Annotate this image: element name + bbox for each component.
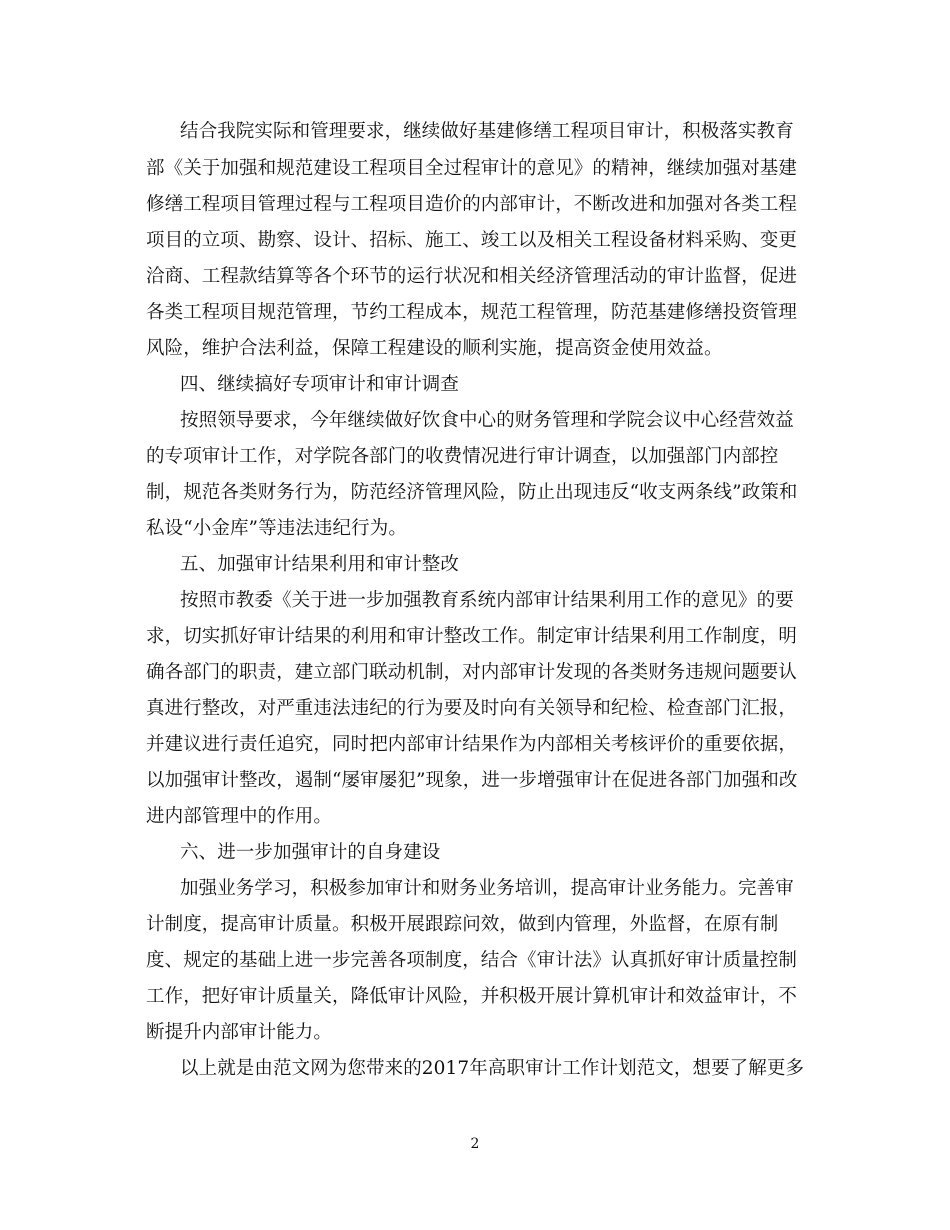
section-heading: 六、进一步加强审计的自身建设 [180, 842, 441, 863]
paragraph-line: 进内部管理中的作用。 [146, 806, 333, 827]
section-heading: 五、加强审计结果利用和审计整改 [180, 554, 460, 575]
paragraph-line: 按照领导要求，今年继续做好饮食中心的财务管理和学院会议中心经营效益 [180, 410, 794, 431]
section-heading: 四、继续搞好专项审计和审计调查 [180, 374, 460, 395]
paragraph-line: 断提升内部审计能力。 [146, 1022, 333, 1043]
paragraph-line: 部《关于加强和规范建设工程项目全过程审计的意见》的精神，继续加强对基建 [146, 158, 798, 179]
paragraph-line: 私设“小金库”等违法违纪行为。 [146, 518, 407, 539]
paragraph-line: 求，切实抓好审计结果的利用和审计整改工作。制定审计结果利用工作制度，明 [146, 626, 798, 647]
paragraph-line: 风险，维护合法利益，保障工程建设的顺利实施，提高资金使用效益。 [146, 338, 723, 359]
paragraph-line: 按照市教委《关于进一步加强教育系统内部审计结果利用工作的意见》的要 [180, 590, 794, 611]
paragraph-line: 各类工程项目规范管理，节约工程成本，规范工程管理，防范基建修缮投资管理 [146, 302, 798, 323]
paragraph-line: 以加强审计整改，遏制“屡审屡犯”现象，进一步增强审计在促进各部门加强和改 [146, 770, 798, 791]
paragraph-line: 真进行整改，对严重违法违纪的行为要及时向有关领导和纪检、检查部门汇报， [146, 698, 798, 719]
paragraph-line: 项目的立项、勘察、设计、招标、施工、竣工以及相关工程设备材料采购、变更 [146, 230, 798, 251]
paragraph-line: 修缮工程项目管理过程与工程项目造价的内部审计，不断改进和加强对各类工程 [146, 194, 798, 215]
paragraph-line: 度、规定的基础上进一步完善各项制度，结合《审计法》认真抓好审计质量控制 [146, 950, 798, 971]
paragraph-line: 计制度，提高审计质量。积极开展跟踪问效，做到内管理，外监督，在原有制 [146, 914, 779, 935]
paragraph-line: 并建议进行责任追究，同时把内部审计结果作为内部相关考核评价的重要依据， [146, 734, 798, 755]
paragraph-line: 制，规范各类财务行为，防范经济管理风险，防止出现违反“收支两条线”政策和 [146, 482, 798, 503]
paragraph-line: 结合我院实际和管理要求，继续做好基建修缮工程项目审计，积极落实教育 [180, 121, 794, 142]
paragraph-line: 工作，把好审计质量关，降低审计风险，并积极开展计算机审计和效益审计，不 [146, 986, 798, 1007]
paragraph-line: 确各部门的职责，建立部门联动机制，对内部审计发现的各类财务违规问题要认 [146, 662, 798, 683]
paragraph-line: 洽商、工程款结算等各个环节的运行状况和相关经济管理活动的审计监督，促进 [146, 266, 798, 287]
paragraph-line: 以上就是由范文网为您带来的2017年高职审计工作计划范文，想要了解更多 [180, 1058, 805, 1079]
paragraph-line: 的专项审计工作，对学院各部门的收费情况进行审计调查，以加强部门内部控 [146, 446, 779, 467]
paragraph-line: 加强业务学习，积极参加审计和财务业务培训，提高审计业务能力。完善审 [180, 878, 794, 899]
page-number: 2 [470, 1136, 480, 1152]
